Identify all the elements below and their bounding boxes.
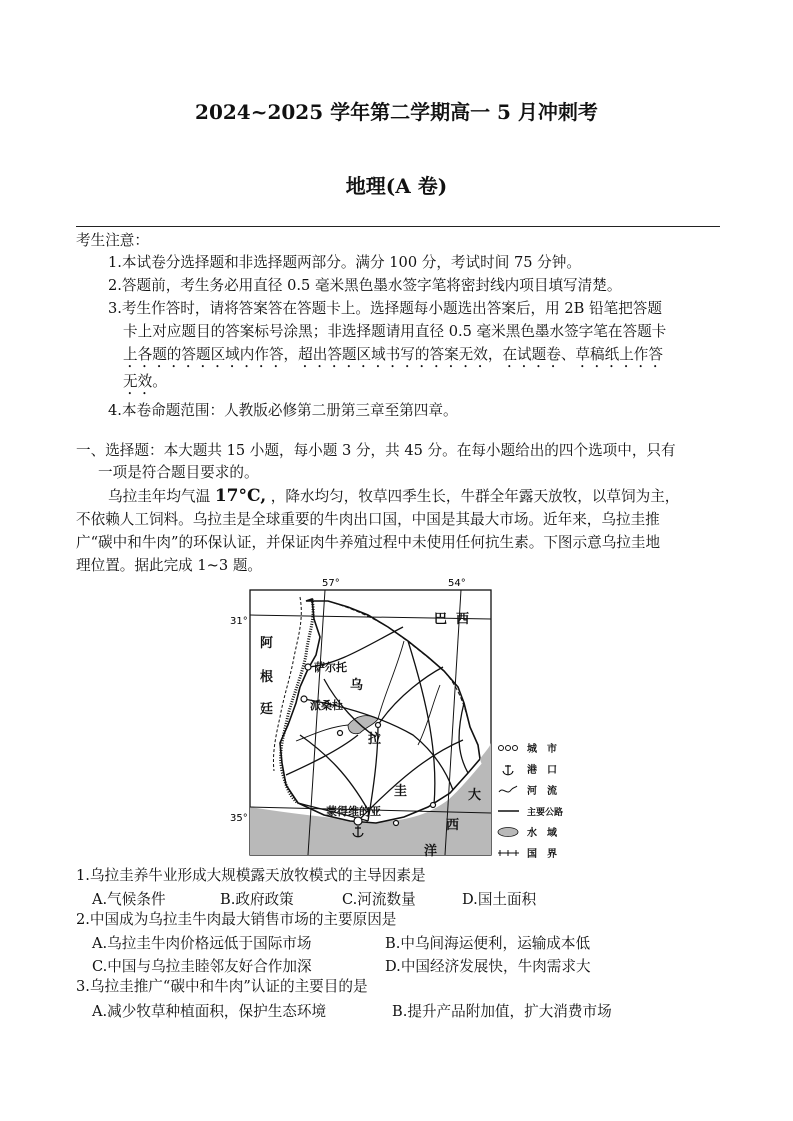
section-1-line-1: 一、选择题：本大题共 15 小题，每小题 3 分，共 45 分。在每小题给出的四个选项中，只有 bbox=[76, 442, 676, 459]
legend-city-label: 城 市 bbox=[527, 744, 557, 755]
anchor-icon bbox=[503, 765, 513, 775]
legend-water bbox=[498, 826, 558, 839]
exam-title: 2024~2025 学年第二学期高一 5 月冲刺考 bbox=[195, 100, 598, 124]
notice-item-3-cont-2: 上各题的答题区域内作答，超出答题区域书写的答案无效，在试题卷、草稿纸上作答 bbox=[123, 346, 663, 363]
city-icon bbox=[431, 803, 436, 808]
notice-item-2: 2.答题前，考生务必用直径 0.5 毫米黑色墨水签字笔将密封线内项目填写清楚。 bbox=[108, 277, 622, 294]
question-2-stem: 2.中国成为乌拉圭牛肉最大销售市场的主要原因是 bbox=[76, 911, 397, 928]
city-icon bbox=[354, 817, 362, 825]
passage-line-2: 不依赖人工饲料。乌拉圭是全球重要的牛肉出口国，中国是其最大市场。近年来，乌拉圭推 bbox=[76, 511, 660, 528]
uruguay-map bbox=[228, 575, 508, 865]
notice-item-1: 1.本试卷分选择题和非选择题两部分。满分 100 分，考试时间 75 分钟。 bbox=[108, 254, 581, 271]
city-icon bbox=[376, 723, 381, 728]
label-uruguay-2: 拉 bbox=[368, 732, 382, 747]
river-icon bbox=[499, 786, 517, 792]
label-city-salto: 萨尔托 bbox=[314, 661, 347, 674]
question-3-stem: 3.乌拉圭推广“碳中和牛肉”认证的主要目的是 bbox=[76, 978, 368, 995]
legend-city bbox=[499, 742, 558, 755]
question-1-option-d[interactable]: D.国土面积 bbox=[462, 891, 537, 908]
question-1-option-c[interactable]: C.河流数量 bbox=[342, 891, 416, 908]
legend-river-label: 河 流 bbox=[527, 786, 557, 797]
label-argentina-1: 阿 bbox=[260, 636, 274, 651]
notice-item-3-cont-1: 卡上对应题目的答案标号涂黑；非选择题请用直径 0.5 毫米黑色墨水签字笔在答题卡 bbox=[123, 323, 667, 340]
notice-item-3: 3.考生作答时，请将答案答在答题卡上。选择题每小题选出答案后，用 2B 铅笔把答题 bbox=[108, 300, 662, 317]
legend-road bbox=[498, 806, 563, 818]
notice-item-4: 4.本卷命题范围：人教版必修第二册第三章至第四章。 bbox=[108, 402, 458, 419]
city-icon bbox=[338, 731, 343, 736]
label-city-montevideo: 蒙得维的亚 bbox=[326, 805, 381, 818]
border-icon bbox=[498, 850, 519, 856]
label-argentina-2: 根 bbox=[260, 670, 274, 685]
question-2-option-a[interactable]: A.乌拉圭牛肉价格远低于国际市场 bbox=[92, 935, 312, 952]
label-brazil-1: 巴 bbox=[434, 612, 448, 627]
city-icon bbox=[394, 821, 399, 826]
passage-line-4: 理位置。据此完成 1~3 题。 bbox=[76, 557, 263, 574]
label-ocean-1: 大 bbox=[468, 788, 482, 803]
notice-item-3-cont-3: 无效。 bbox=[123, 373, 167, 390]
label-ocean-3: 洋 bbox=[424, 844, 438, 859]
legend-port-label: 港 口 bbox=[527, 765, 557, 776]
city-icon bbox=[305, 664, 311, 670]
label-ocean-2: 西 bbox=[446, 818, 460, 833]
legend-port bbox=[503, 763, 557, 776]
legend-river bbox=[499, 784, 557, 797]
header-divider bbox=[76, 226, 720, 227]
lat-label-31: 31° bbox=[230, 616, 248, 627]
question-1-option-a[interactable]: A.气候条件 bbox=[92, 891, 166, 908]
question-3-option-a[interactable]: A.减少牧草种植面积，保护生态环境 bbox=[92, 1003, 327, 1020]
label-city-paysandu: 派桑杜 bbox=[310, 699, 343, 712]
label-uruguay-1: 乌 bbox=[350, 678, 364, 693]
lat-label-35: 35° bbox=[230, 813, 248, 824]
passage-line-1-a: 乌拉圭年均气温 bbox=[108, 488, 211, 505]
legend-water-label: 水 域 bbox=[527, 828, 557, 839]
water-icon bbox=[498, 828, 518, 837]
label-brazil-2: 西 bbox=[456, 612, 470, 627]
label-argentina-3: 廷 bbox=[260, 702, 274, 717]
notice-heading: 考生注意： bbox=[76, 232, 149, 249]
question-2-option-b[interactable]: B.中乌间海运便利，运输成本低 bbox=[385, 935, 591, 952]
legend-border-label: 国 界 bbox=[527, 849, 557, 860]
question-1-option-b[interactable]: B.政府政策 bbox=[220, 891, 294, 908]
passage-temperature: 17°C, bbox=[214, 486, 267, 506]
question-2-option-d[interactable]: D.中国经济发展快，牛肉需求大 bbox=[385, 958, 591, 975]
passage-line-3: 广“碳中和牛肉”的环保认证，并保证肉牛养殖过程中未使用任何抗生素。下图示意乌拉圭地 bbox=[76, 534, 661, 551]
question-3-option-b[interactable]: B.提升产品附加值，扩大消费市场 bbox=[392, 1003, 612, 1020]
lon-label-54: 54° bbox=[448, 578, 466, 589]
question-2-option-c[interactable]: C.中国与乌拉圭睦邻友好合作加深 bbox=[92, 958, 312, 975]
question-1-stem: 1.乌拉圭养牛业形成大规模露天放牧模式的主导因素是 bbox=[76, 867, 426, 884]
section-1-line-2: 一项是符合题目要求的。 bbox=[98, 464, 259, 481]
passage-line-1 bbox=[108, 487, 679, 506]
lon-label-57: 57° bbox=[322, 578, 340, 589]
label-uruguay-3: 圭 bbox=[394, 784, 408, 799]
legend-road-label: 主要公路 bbox=[527, 808, 564, 818]
map-legend-panel bbox=[495, 740, 605, 860]
legend-border bbox=[498, 847, 557, 860]
exam-subject: 地理(A 卷) bbox=[345, 174, 448, 198]
passage-line-1-b: ，降水均匀，牧草四季生长，牛群全年露天放牧，以草饲为主， bbox=[270, 488, 680, 505]
city-icon bbox=[301, 696, 307, 702]
